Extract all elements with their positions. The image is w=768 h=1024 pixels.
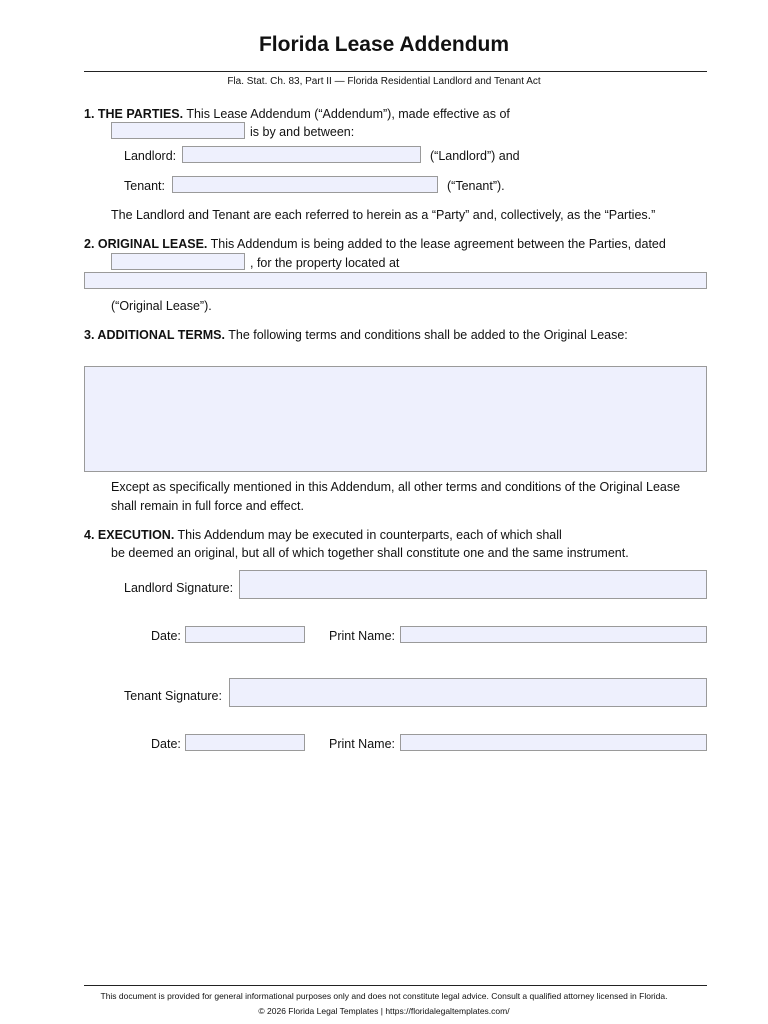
tenant-label: Tenant:: [124, 179, 166, 193]
additional-terms-intro: The following terms and conditions shall be added to the Original Lease:: [228, 328, 628, 342]
footer-disclaimer: This document is provided for general informational purposes only and does not constitute legal advice. Consult a qualified attorney licensed in Florida.: [100, 991, 668, 1001]
landlord-print-name-field[interactable]: [400, 626, 707, 643]
footer-rule: [84, 985, 707, 986]
execution-heading: 4. EXECUTION.: [84, 528, 175, 542]
tenant-print-name-label: Print Name:: [329, 737, 395, 751]
landlord-date-field[interactable]: [185, 626, 305, 643]
landlord-date-label: Date:: [151, 629, 181, 643]
parties-closing-text: The Landlord and Tenant are each referred to herein as a “Party” and, collectively, as the “Parties.”: [111, 208, 656, 222]
additional-terms-field[interactable]: [84, 366, 707, 472]
tenant-date-label: Date:: [151, 737, 181, 751]
property-located-text: , for the property located at: [250, 256, 400, 270]
tenant-date-field[interactable]: [185, 734, 305, 751]
landlord-suffix: (“Landlord”) and: [430, 149, 520, 163]
execution-line1: This Addendum may be executed in counterparts, each of which shall: [177, 528, 562, 542]
original-lease-intro: This Addendum is being added to the lease agreement between the Parties, dated: [210, 237, 666, 251]
landlord-signature-label: Landlord Signature:: [124, 581, 234, 595]
parties-section-line: [84, 107, 510, 121]
tenant-signature-field[interactable]: [229, 678, 707, 707]
landlord-print-name-label: Print Name:: [329, 629, 395, 643]
additional-terms-heading: 3. ADDITIONAL TERMS.: [84, 328, 225, 342]
parties-between-text: is by and between:: [250, 125, 355, 139]
execution-section-line: [84, 528, 562, 542]
parties-heading: 1. THE PARTIES.: [84, 107, 184, 121]
original-lease-section-line: [84, 237, 666, 251]
tenant-print-name-field[interactable]: [400, 734, 707, 751]
landlord-label: Landlord:: [124, 149, 177, 163]
tenant-suffix: (“Tenant”).: [447, 179, 505, 193]
additional-terms-closing-line2: shall remain in full force and effect.: [111, 499, 304, 513]
tenant-signature-label: Tenant Signature:: [124, 689, 222, 703]
property-address-field[interactable]: [84, 272, 707, 289]
original-lease-closing-text: (“Original Lease”).: [111, 299, 212, 313]
execution-line2: be deemed an original, but all of which together shall constitute one and the same instrument.: [111, 546, 629, 560]
landlord-signature-field[interactable]: [239, 570, 707, 599]
additional-terms-closing-line1: Except as specifically mentioned in this Addendum, all other terms and conditions of the Original Lease: [111, 480, 681, 494]
document-subtitle: Fla. Stat. Ch. 83, Part II — Florida Residential Landlord and Tenant Act: [227, 76, 541, 87]
footer-copyright: © 2026 Florida Legal Templates | https://floridalegaltemplates.com/: [258, 1006, 510, 1016]
landlord-name-field[interactable]: [182, 146, 421, 163]
parties-intro: This Lease Addendum (“Addendum”), made effective as of: [186, 107, 510, 121]
header-rule: [84, 71, 707, 72]
original-lease-date-field[interactable]: [111, 253, 245, 270]
additional-terms-section-line: [84, 328, 628, 342]
tenant-name-field[interactable]: [172, 176, 438, 193]
document-title: Florida Lease Addendum: [258, 33, 510, 56]
effective-date-field[interactable]: [111, 122, 245, 139]
original-lease-heading: 2. ORIGINAL LEASE.: [84, 237, 208, 251]
